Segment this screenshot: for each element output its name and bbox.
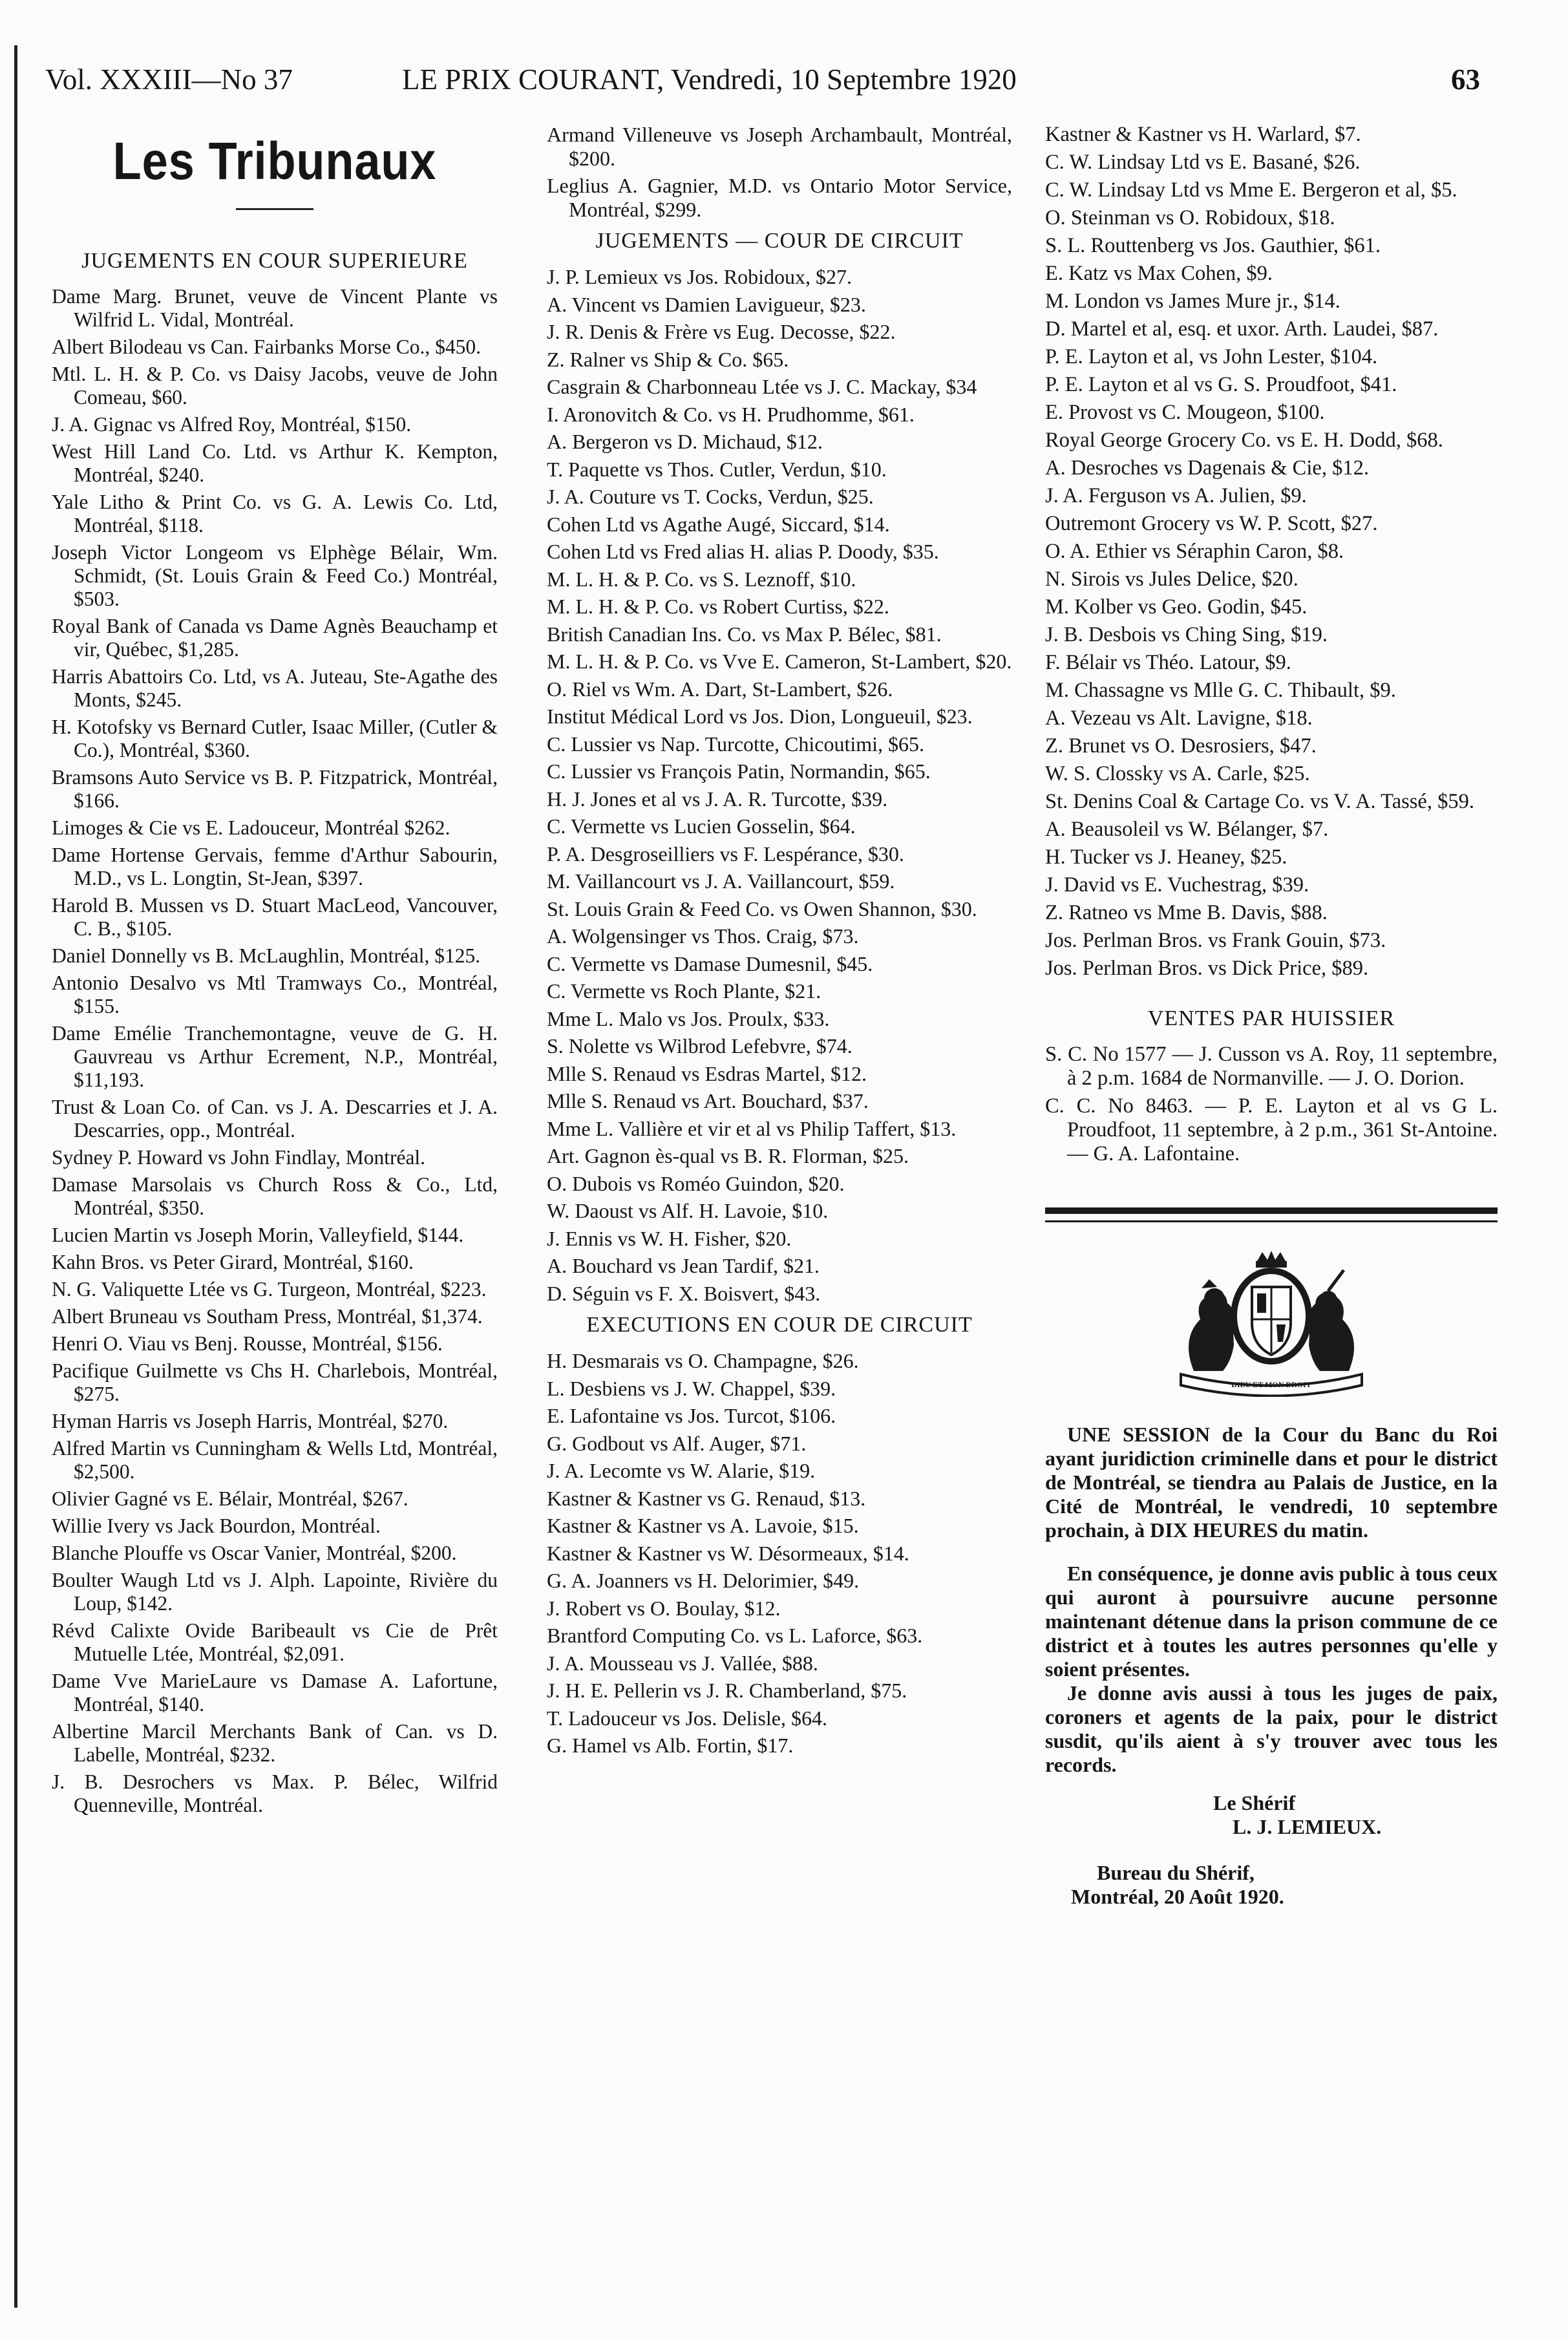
judgment-entry: J. A. Gignac vs Alfred Roy, Montréal, $150. (52, 413, 412, 436)
judgment-entry: Jos. Perlman Bros. vs Frank Gouin, $73. (1045, 929, 1386, 952)
judgments-circuit-continued-list (1045, 123, 1498, 981)
signature-title: Le Shérif (1213, 1791, 1296, 1814)
judgment-entry: J. A. Couture vs T. Cocks, Verdun, $25. (547, 485, 874, 508)
judgment-entry: G. Hamel vs Alb. Fortin, $17. (547, 1734, 794, 1757)
page-number: 63 (1451, 63, 1480, 96)
judgment-entry: A. Bouchard vs Jean Tardif, $21. (547, 1254, 820, 1277)
column-3 (1045, 123, 1498, 1909)
title-divider (236, 208, 313, 210)
judgment-entry: Royal Bank of Canada vs Dame Agnès Beauchamp et vir, Québec, $1,285. (52, 615, 498, 661)
judgment-entry: Hyman Harris vs Joseph Harris, Montréal, $270. (52, 1410, 449, 1432)
signature-name: L. J. LEMIEUX. (1233, 1815, 1382, 1838)
heading-cour-circuit: JUGEMENTS — COUR DE CIRCUIT (595, 229, 964, 253)
judgments-superior-continued-list (547, 123, 1012, 221)
judgment-entry: Mlle S. Renaud vs Esdras Martel, $12. (547, 1061, 867, 1085)
bureau-line-1: Bureau du Shérif, (1097, 1861, 1255, 1884)
judgment-entry: C. Lussier vs Nap. Turcotte, Chicoutimi, $65. (547, 732, 924, 756)
judgment-entry: Harold B. Mussen vs D. Stuart MacLeod, Vancouver, C. B., $105. (52, 894, 498, 940)
judgment-entry: F. Bélair vs Théo. Latour, $9. (1045, 651, 1291, 674)
judgment-entry: N. Sirois vs Jules Delice, $20. (1045, 568, 1298, 591)
judgment-entry: A. Vincent vs Damien Lavigueur, $23. (547, 292, 866, 316)
judgment-entry: A. Beausoleil vs W. Bélanger, $7. (1045, 818, 1329, 841)
judgment-entry: O. A. Ethier vs Séraphin Caron, $8. (1045, 540, 1344, 563)
notice-thick-rule (1045, 1207, 1498, 1214)
judgment-entry: S. C. No 1577 — J. Cusson vs A. Roy, 11 septembre, à 2 p.m. 1684 de Normanville. — J. O. Dorion. (1045, 1043, 1498, 1090)
judgment-entry: H. Kotofsky vs Bernard Cutler, Isaac Miller, (Cutler & Co.), Montréal, $360. (52, 716, 498, 761)
judgment-entry: Sydney P. Howard vs John Findlay, Montréal. (52, 1146, 426, 1169)
judgment-entry: A. Desroches vs Dagenais & Cie, $12. (1045, 456, 1369, 480)
notice-thin-rule (1045, 1220, 1498, 1222)
judgment-entry: Antonio Desalvo vs Mtl Tramways Co., Montréal, $155. (52, 972, 498, 1017)
judgment-entry: Kastner & Kastner vs H. Warlard, $7. (1045, 123, 1361, 146)
judgment-entry: Dame Marg. Brunet, veuve de Vincent Plante vs Wilfrid L. Vidal, Montréal. (52, 285, 498, 331)
left-margin-rule (14, 45, 17, 2308)
judgment-entry: S. Nolette vs Wilbrod Lefebvre, $74. (547, 1034, 853, 1057)
judgment-entry: J. A. Mousseau vs J. Vallée, $88. (547, 1651, 818, 1675)
notice-paragraph-2: En conséquence, je donne avis public à tous ceux qui auront à poursuivre aucune personne maintenant détenue dans la prison commune de ce district et à toutes les autres personnes qu'elle y soient présentes. (1045, 1562, 1498, 1681)
judgment-entry: H. J. Jones et al vs J. A. R. Turcotte, $39. (547, 787, 888, 811)
judgment-entry: Limoges & Cie vs E. Ladouceur, Montréal $262. (52, 816, 450, 839)
judgment-entry: Alfred Martin vs Cunningham & Wells Ltd, Montréal, $2,500. (52, 1437, 498, 1483)
judgment-entry: C. W. Lindsay Ltd vs E. Basané, $26. (1045, 151, 1361, 174)
judgment-entry: C. Vermette vs Roch Plante, $21. (547, 979, 821, 1003)
judgment-entry: M. London vs James Mure jr., $14. (1045, 290, 1340, 313)
judgment-entry: Mme L. Vallière et vir et al vs Philip Taffert, $13. (547, 1116, 957, 1140)
judgment-entry: H. Desmarais vs O. Champagne, $26. (547, 1349, 859, 1372)
judgment-entry: Cohen Ltd vs Agathe Augé, Siccard, $14. (547, 512, 890, 536)
judgment-entry: Dame Emélie Tranchemontagne, veuve de G. H. Gauvreau vs Arthur Ecrement, N.P., Montréal, $11,193. (52, 1022, 498, 1091)
judgment-entry: M. L. H. & P. Co. vs Vve E. Cameron, St-Lambert, $20. (547, 650, 1012, 673)
judgment-entry: G. A. Joanners vs H. Delorimier, $49. (547, 1569, 860, 1592)
judgment-entry: J. B. Desrochers vs Max. P. Bélec, Wilfrid Quenneville, Montréal. (52, 1770, 498, 1816)
judgment-entry: Cohen Ltd vs Fred alias H. alias P. Doody, $35. (547, 540, 939, 563)
judgment-entry: P. E. Layton et al, vs John Lester, $104. (1045, 345, 1378, 368)
judgment-entry: Z. Brunet vs O. Desrosiers, $47. (1045, 734, 1317, 758)
judgment-entry: O. Riel vs Wm. A. Dart, St-Lambert, $26. (547, 677, 893, 701)
judgment-entry: S. L. Routtenberg vs Jos. Gauthier, $61. (1045, 234, 1381, 257)
judgment-entry: Albert Bilodeau vs Can. Fairbanks Morse Co., $450. (52, 335, 482, 358)
bailiff-sales-list (1045, 1043, 1498, 1166)
judgment-entry: Olivier Gagné vs E. Bélair, Montréal, $267. (52, 1487, 408, 1510)
judgment-entry: D. Séguin vs F. X. Boisvert, $43. (547, 1281, 821, 1305)
notice-paragraph-1: UNE SESSION de la Cour du Banc du Roi ayant juridiction criminelle dans et pour le district de Montréal, se tiendra au Palais de Justice, en la Cité de Montréal, le vendredi, 10 septembre prochain, à DIX HEURES du matin. (1045, 1423, 1498, 1542)
judgment-entry: M. Kolber vs Geo. Godin, $45. (1045, 595, 1308, 619)
judgment-entry: Mlle S. Renaud vs Art. Bouchard, $37. (547, 1089, 869, 1112)
judgment-entry: M. Vaillancourt vs J. A. Vaillancourt, $59. (547, 869, 895, 893)
judgment-entry: C. W. Lindsay Ltd vs Mme E. Bergeron et al, $5. (1045, 178, 1457, 202)
judgment-entry: J. P. Lemieux vs Jos. Robidoux, $27. (547, 265, 853, 288)
judgment-entry: C. Lussier vs François Patin, Normandin, $65. (547, 760, 931, 783)
judgment-entry: A. Bergeron vs D. Michaud, $12. (547, 430, 823, 453)
judgment-entry: E. Lafontaine vs Jos. Turcot, $106. (547, 1404, 836, 1427)
royal-coat-of-arms-icon (1155, 1248, 1388, 1397)
judgment-entry: P. E. Layton et al vs G. S. Proudfoot, $41. (1045, 373, 1397, 396)
judgment-entry: Willie Ivery vs Jack Bourdon, Montréal. (52, 1514, 381, 1537)
judgment-entry: Albertine Marcil Merchants Bank of Can. vs D. Labelle, Montréal, $232. (52, 1720, 498, 1766)
crest-motto: DIEU ET MON DROIT (1231, 1380, 1311, 1389)
judgment-entry: Leglius A. Gagnier, M.D. vs Ontario Motor Service, Montréal, $299. (547, 174, 1012, 221)
judgment-entry: T. Paquette vs Thos. Cutler, Verdun, $10. (547, 457, 887, 481)
judgment-entry: Institut Médical Lord vs Jos. Dion, Longueuil, $23. (547, 705, 973, 728)
judgment-entry: Révd Calixte Ovide Baribeault vs Cie de Prêt Mutuelle Ltée, Montréal, $2,091. (52, 1619, 498, 1665)
judgment-entry: N. G. Valiquette Ltée vs G. Turgeon, Montréal, $223. (52, 1278, 487, 1301)
judgment-entry: Dame Hortense Gervais, femme d'Arthur Sabourin, M.D., vs L. Longtin, St-Jean, $397. (52, 844, 498, 889)
judgment-entry: M. L. H. & P. Co. vs S. Leznoff, $10. (547, 567, 856, 591)
bureau-line-2: Montréal, 20 Août 1920. (1071, 1885, 1284, 1908)
judgment-entry: Pacifique Guilmette vs Chs H. Charlebois, Montréal, $275. (52, 1359, 498, 1405)
bureau-block (1071, 1861, 1498, 1909)
judgment-entry: Z. Ralner vs Ship & Co. $65. (547, 347, 789, 371)
judgment-entry: St. Louis Grain & Feed Co. vs Owen Shannon, $30. (547, 897, 977, 920)
judgment-entry: Mme L. Malo vs Jos. Proulx, $33. (547, 1006, 830, 1030)
judgment-entry: Bramsons Auto Service vs B. P. Fitzpatrick, Montréal, $166. (52, 766, 498, 812)
heading-ventes-huissier: VENTES PAR HUISSIER (1147, 1006, 1395, 1030)
heading-cour-superieure: JUGEMENTS EN COUR SUPERIEURE (81, 249, 468, 273)
judgment-entry: J. R. Denis & Frère vs Eug. Decosse, $22. (547, 320, 896, 343)
judgment-entry: I. Aronovitch & Co. vs H. Prudhomme, $61. (547, 402, 915, 426)
judgment-entry: O. Steinman vs O. Robidoux, $18. (1045, 206, 1335, 229)
heading-executions: EXECUTIONS EN COUR DE CIRCUIT (586, 1313, 973, 1337)
judgment-entry: Armand Villeneuve vs Joseph Archambault, Montréal, $200. (547, 123, 1012, 170)
judgment-entry: Kastner & Kastner vs W. Désormeaux, $14. (547, 1541, 909, 1565)
judgment-entry: Albert Bruneau vs Southam Press, Montréal, $1,374. (52, 1305, 483, 1328)
judgment-entry: Harris Abattoirs Co. Ltd, vs A. Juteau, Ste-Agathe des Monts, $245. (52, 665, 498, 711)
judgment-entry: Mtl. L. H. & P. Co. vs Daisy Jacobs, veuve de John Comeau, $60. (52, 363, 498, 409)
judgment-entry: W. Daoust vs Alf. H. Lavoie, $10. (547, 1199, 829, 1222)
judgment-entry: Kastner & Kastner vs G. Renaud, $13. (547, 1486, 866, 1510)
judgment-entry: Jos. Perlman Bros. vs Dick Price, $89. (1045, 957, 1369, 980)
judgment-entry: Joseph Victor Longeom vs Elphège Bélair, Wm. Schmidt, (St. Louis Grain & Feed Co.) Montréal, $503. (52, 541, 498, 610)
judgment-entry: Kahn Bros. vs Peter Girard, Montréal, $160. (52, 1251, 414, 1273)
judgment-entry: C. Vermette vs Lucien Gosselin, $64. (547, 814, 856, 838)
judgment-entry: J. Robert vs O. Boulay, $12. (547, 1596, 781, 1620)
judgment-entry: C. Vermette vs Damase Dumesnil, $45. (547, 951, 873, 975)
judgment-entry: Outremont Grocery vs W. P. Scott, $27. (1045, 512, 1378, 535)
newspaper-title: LE PRIX COURANT, Vendredi, 10 Septembre 1920 (402, 63, 1017, 96)
judgment-entry: Damase Marsolais vs Church Ross & Co., Ltd, Montréal, $350. (52, 1173, 498, 1219)
notice-paragraph-3: Je donne avis aussi à tous les juges de paix, coroners et agents de la paix, pour le district susdit, qu'ils aient à s'y trouver avec tous les records. (1045, 1681, 1498, 1776)
judgment-entry: Brantford Computing Co. vs L. Laforce, $63. (547, 1624, 923, 1647)
judgment-entry: O. Dubois vs Roméo Guindon, $20. (547, 1171, 845, 1195)
executions-list (547, 1349, 1012, 1758)
judgment-entry: M. Chassagne vs Mlle G. C. Thibault, $9. (1045, 679, 1396, 702)
judgment-entry: A. Wolgensinger vs Thos. Craig, $73. (547, 924, 859, 948)
judgments-superior-list (52, 285, 498, 1817)
judgment-entry: T. Ladouceur vs Jos. Delisle, $64. (547, 1706, 827, 1730)
judgment-entry: Z. Ratneo vs Mme B. Davis, $88. (1045, 901, 1328, 924)
judgment-entry: J. B. Desbois vs Ching Sing, $19. (1045, 623, 1328, 646)
judgment-entry: Henri O. Viau vs Benj. Rousse, Montréal, $156. (52, 1332, 443, 1355)
section-title: Les Tribunaux (112, 132, 437, 191)
judgment-entry: G. Godbout vs Alf. Auger, $71. (547, 1431, 807, 1455)
judgment-entry: W. S. Clossky vs A. Carle, $25. (1045, 762, 1310, 785)
judgment-entry: Royal George Grocery Co. vs E. H. Dodd, $68. (1045, 429, 1443, 452)
judgment-entry: Casgrain & Charbonneau Ltée vs J. C. Mackay, $34 (547, 375, 977, 398)
judgment-entry: E. Katz vs Max Cohen, $9. (1045, 262, 1273, 285)
judgment-entry: Art. Gagnon ès-qual vs B. R. Florman, $25. (547, 1144, 909, 1167)
judgment-entry: Kastner & Kastner vs A. Lavoie, $15. (547, 1514, 859, 1537)
volume-label: Vol. XXXIII—No 37 (45, 63, 293, 96)
judgments-circuit-list (547, 265, 1012, 1305)
judgment-entry: Daniel Donnelly vs B. McLaughlin, Montréal, $125. (52, 944, 481, 967)
judgment-entry: E. Provost vs C. Mougeon, $100. (1045, 401, 1325, 424)
judgment-entry: Boulter Waugh Ltd vs J. Alph. Lapointe, Rivière du Loup, $142. (52, 1569, 498, 1615)
judgment-entry: British Canadian Ins. Co. vs Max P. Bélec, $81. (547, 622, 942, 646)
judgment-entry: Dame Vve MarieLaure vs Damase A. Lafortune, Montréal, $140. (52, 1670, 498, 1716)
judgment-entry: D. Martel et al, esq. et uxor. Arth. Laudei, $87. (1045, 317, 1439, 341)
judgment-entry: J. A. Lecomte vs W. Alarie, $19. (547, 1459, 816, 1482)
judgment-entry: West Hill Land Co. Ltd. vs Arthur K. Kempton, Montréal, $240. (52, 440, 498, 486)
judgment-entry: J. David vs E. Vuchestrag, $39. (1045, 873, 1309, 897)
judgment-entry: L. Desbiens vs J. W. Chappel, $39. (547, 1376, 836, 1400)
judgment-entry: A. Vezeau vs Alt. Lavigne, $18. (1045, 707, 1313, 730)
judgment-entry: J. H. E. Pellerin vs J. R. Chamberland, $75. (547, 1679, 907, 1702)
column-2 (547, 123, 1012, 1761)
judgment-entry: J. A. Ferguson vs A. Julien, $9. (1045, 484, 1307, 507)
judgment-entry: P. A. Desgroseilliers vs F. Lespérance, $30. (547, 842, 904, 866)
judgment-entry: Blanche Plouffe vs Oscar Vanier, Montréal, $200. (52, 1542, 457, 1564)
judgment-entry: M. L. H. & P. Co. vs Robert Curtiss, $22. (547, 595, 889, 618)
column-1 (52, 123, 498, 1821)
judgment-entry: Trust & Loan Co. of Can. vs J. A. Descarries et J. A. Descarries, opp., Montréal. (52, 1096, 498, 1142)
judgment-entry: St. Denins Coal & Cartage Co. vs V. A. Tassé, $59. (1045, 790, 1474, 813)
judgment-entry: Lucien Martin vs Joseph Morin, Valleyfield, $144. (52, 1224, 464, 1246)
judgment-entry: Yale Litho & Print Co. vs G. A. Lewis Co. Ltd, Montréal, $118. (52, 491, 498, 537)
criminal-court-notice (1045, 1423, 1498, 1777)
judgment-entry: H. Tucker vs J. Heaney, $25. (1045, 845, 1287, 869)
judgment-entry: J. Ennis vs W. H. Fisher, $20. (547, 1226, 792, 1250)
judgment-entry: C. C. No 8463. — P. E. Layton et al vs G L. Proudfoot, 11 septembre, à 2 p.m., 361 St-Antoine. — G. A. Lafontaine. (1045, 1094, 1498, 1165)
